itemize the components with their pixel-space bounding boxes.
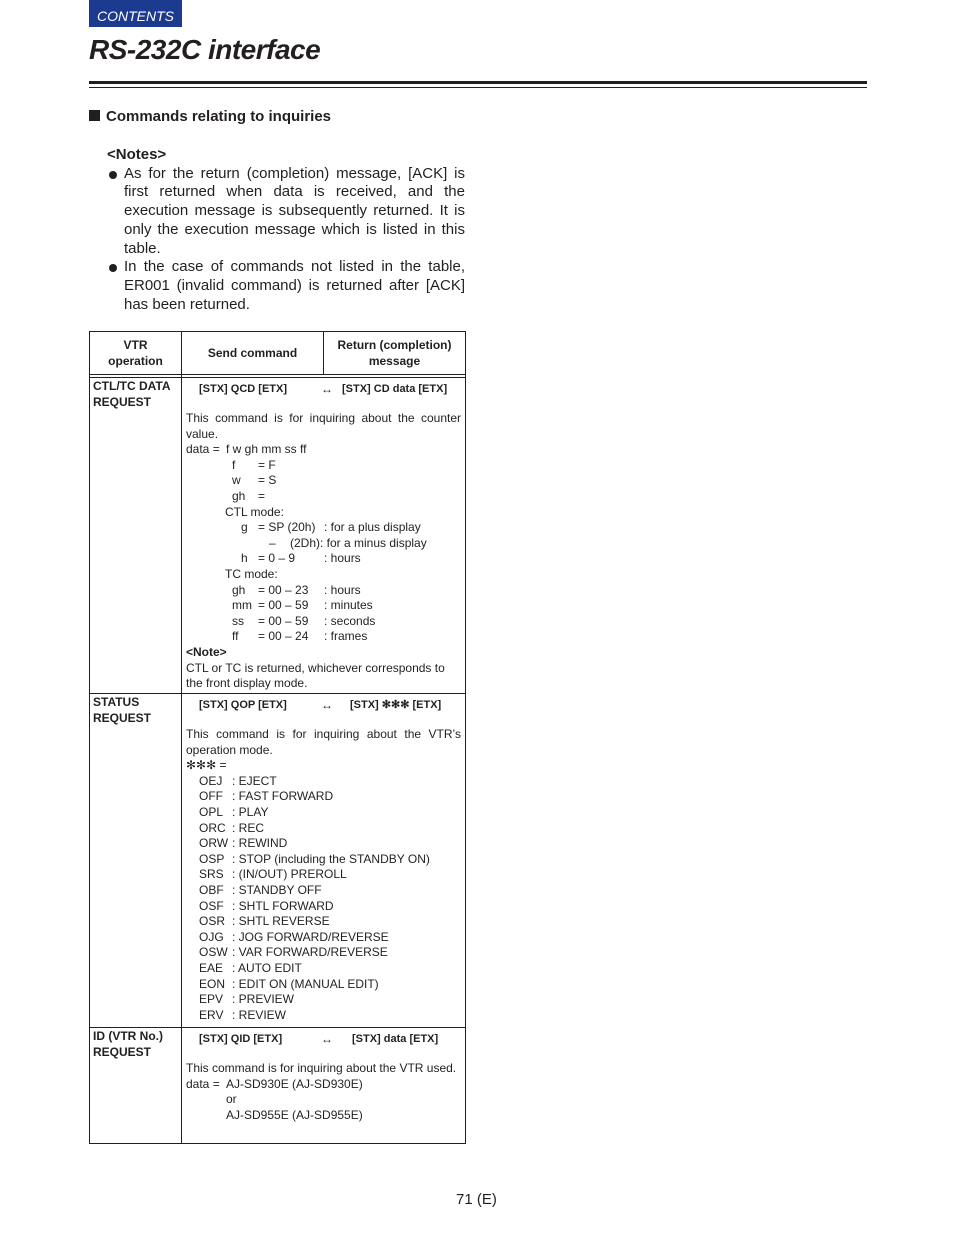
tc-key: mm (232, 598, 252, 613)
status-code-description: : REVIEW (232, 1007, 287, 1022)
page-number: 71 (E) (456, 1191, 497, 1208)
tc-value: = 00 – 59 (258, 613, 309, 628)
model-name: AJ-SD930E (AJ-SD930E) (226, 1076, 363, 1091)
status-code: OBF (199, 882, 224, 897)
note-text: CTL or TC is returned, whichever corresponds to the front display mode. (186, 660, 445, 691)
status-code-item (186, 789, 461, 805)
return-message: [STX] ✻✻✻ [ETX] (350, 699, 442, 711)
command-line (182, 694, 465, 713)
tc-mode-label: TC mode: (225, 566, 278, 581)
send-command: [STX] QID [ETX] (199, 1032, 283, 1045)
status-code-item (186, 961, 461, 977)
field-key: f (232, 457, 236, 472)
data-label: data = (186, 442, 220, 457)
status-code-description: : EDIT ON (MANUAL EDIT) (232, 976, 379, 991)
status-code-item (186, 930, 461, 946)
field-key: gh (232, 488, 246, 503)
status-code: OSF (199, 898, 224, 913)
note-title: <Note> (186, 644, 227, 659)
ctl-key: h (241, 551, 248, 566)
data-label: data = (186, 1076, 220, 1091)
status-code-list (186, 774, 461, 1024)
status-code: OSR (199, 914, 226, 929)
tc-value: = 00 – 24 (258, 629, 309, 644)
table-row (90, 694, 466, 1028)
status-code-item (186, 1008, 461, 1024)
command-details (182, 378, 466, 694)
status-code: OSP (199, 851, 225, 866)
status-code: ERV (199, 1007, 224, 1022)
command-description (182, 397, 465, 692)
tc-value: = 00 – 59 (258, 598, 309, 613)
tc-comment: : seconds (324, 613, 376, 628)
status-code: ORW (199, 836, 229, 851)
note-item (107, 258, 465, 314)
vtr-operation: ID (VTR No.) REQUEST (90, 1028, 182, 1144)
command-line (182, 378, 465, 397)
page-title: RS-232C interface (89, 34, 321, 65)
notes-block (107, 146, 465, 314)
header-return-message: Return (completion) message (324, 332, 466, 375)
status-code-description: : FAST FORWARD (232, 789, 334, 804)
status-code-item (186, 821, 461, 837)
return-message: [STX] data [ETX] (352, 1032, 439, 1045)
status-code-item (186, 992, 461, 1008)
status-code-item (186, 774, 461, 790)
command-details (182, 1028, 466, 1144)
status-code-item (186, 805, 461, 821)
status-code: OFF (199, 789, 223, 804)
ctl-comment: : hours (324, 551, 361, 566)
tc-key: ff (232, 629, 239, 644)
header-vtr-operation: VTR operation (90, 332, 182, 375)
command-line (182, 1028, 465, 1047)
status-code-item (186, 852, 461, 868)
ctl-key: g (241, 520, 248, 535)
contents-link[interactable]: CONTENTS (89, 0, 182, 27)
tc-comment: : frames (324, 629, 368, 644)
status-code-description: : SHTL REVERSE (232, 914, 330, 929)
status-code-description: : STOP (including the STANDBY ON) (232, 851, 430, 866)
status-code: OSW (199, 945, 228, 960)
tc-comment: : minutes (324, 598, 373, 613)
notes-title: <Notes> (107, 146, 167, 163)
ctl-comment: : for a minus display (320, 535, 427, 550)
status-code-item (186, 883, 461, 899)
field-line (186, 458, 461, 474)
tc-line (186, 629, 461, 645)
tc-line (186, 614, 461, 630)
model-name: AJ-SD955E (AJ-SD955E) (226, 1107, 363, 1122)
table-row (90, 1028, 466, 1144)
status-code: EPV (199, 992, 224, 1007)
status-code-description: : REC (232, 820, 265, 835)
command-description (182, 1047, 465, 1123)
note-text: As for the return (completion) message, [ACK] is first returned when data is received, and the execution message is subsequently returned. It is only the execution message which is listed in this table. (124, 164, 465, 257)
field-value: = (258, 488, 266, 503)
ctl-line (186, 551, 461, 567)
description-text: This command is for inquiring about the VTR’s operation mode. (186, 727, 461, 757)
tc-key: gh (232, 582, 246, 597)
model-or: or (226, 1092, 237, 1107)
ctl-mode-label: CTL mode: (225, 504, 284, 519)
title-rule-thick (89, 81, 867, 84)
status-code: OEJ (199, 773, 223, 788)
note-text: In the case of commands not listed in the table, ER001 (invalid command) is returned after [ACK] has been returned. (124, 258, 465, 313)
note-item (107, 165, 465, 259)
return-message: [STX] CD data [ETX] (342, 382, 448, 395)
status-code-item (186, 836, 461, 852)
table-row (90, 378, 466, 694)
status-code-item (186, 945, 461, 961)
tc-line (186, 583, 461, 599)
square-bullet-icon (89, 110, 100, 121)
status-code-item (186, 977, 461, 993)
vtr-operation: STATUS REQUEST (90, 694, 182, 1028)
section-heading (89, 108, 331, 125)
field-key: w (232, 473, 241, 488)
data-format-line (186, 1077, 461, 1093)
bidirectional-arrow-icon: ↔ (321, 381, 333, 396)
command-details (182, 694, 466, 1028)
status-code-description: : PLAY (232, 804, 269, 819)
description-text: This command is for inquiring about the VTR used. (186, 1061, 457, 1075)
section-heading-text: Commands relating to inquiries (106, 108, 332, 125)
field-line (186, 473, 461, 489)
ctl-line (186, 536, 461, 552)
status-code-description: : VAR FORWARD/REVERSE (232, 945, 388, 960)
ctl-value: = SP (20h) (258, 520, 316, 535)
ctl-value: = 0 – 9 (258, 551, 296, 566)
tc-value: = 00 – 23 (258, 582, 309, 597)
field-value: = F (258, 457, 276, 472)
field-value: = S (258, 473, 277, 488)
status-code-description: : REWIND (232, 836, 288, 851)
ctl-line (186, 520, 461, 536)
bidirectional-arrow-icon: ↔ (321, 697, 333, 712)
status-code-description: : STANDBY OFF (232, 882, 322, 897)
tc-key: ss (232, 613, 244, 628)
data-value: f w gh mm ss ff (226, 442, 307, 457)
tc-line (186, 598, 461, 614)
status-code-item (186, 914, 461, 930)
header-send-command: Send command (182, 332, 324, 375)
bullet-icon (109, 264, 117, 272)
status-code: EAE (199, 960, 224, 975)
send-command: [STX] QCD [ETX] (199, 382, 287, 395)
command-description (182, 713, 465, 1023)
tc-comment: : hours (324, 582, 361, 597)
code-label: ✻✻✻ = (186, 758, 227, 773)
ctl-value: (2Dh) (290, 535, 321, 550)
status-code-description: : EJECT (232, 773, 277, 788)
status-code-description: : AUTO EDIT (232, 960, 302, 975)
status-code-description: : SHTL FORWARD (232, 898, 334, 913)
status-code: OJG (199, 929, 224, 944)
field-line (186, 489, 461, 505)
status-code-description: : PREVIEW (232, 992, 295, 1007)
send-command: [STX] QOP [ETX] (199, 698, 287, 711)
status-code-description: : JOG FORWARD/REVERSE (232, 929, 389, 944)
status-code-description: : (IN/OUT) PREROLL (232, 867, 347, 882)
bidirectional-arrow-icon: ↔ (321, 1031, 333, 1046)
status-code-item (186, 899, 461, 915)
bullet-icon (109, 171, 117, 179)
ctl-comment: : for a plus display (324, 520, 421, 535)
command-table (89, 331, 466, 1144)
data-format-line (186, 442, 461, 458)
status-code: OPL (199, 804, 224, 819)
description-text: This command is for inquiring about the counter value. (186, 411, 461, 441)
status-code: SRS (199, 867, 224, 882)
status-code: ORC (199, 820, 226, 835)
table-header-row (90, 332, 466, 375)
status-code: EON (199, 976, 226, 991)
vtr-operation: CTL/TC DATA REQUEST (90, 378, 182, 694)
title-rule-thin (89, 87, 867, 88)
status-code-item (186, 867, 461, 883)
ctl-key: – (269, 535, 276, 550)
